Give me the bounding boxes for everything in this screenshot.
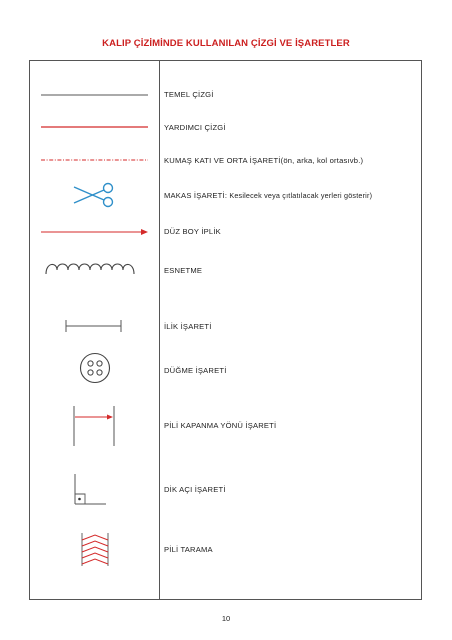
- row-label-duz-boy-iplik: DÜZ BOY İPLİK: [164, 227, 221, 236]
- row-label-makas-title: MAKAS İŞARETİ:: [164, 191, 228, 200]
- row-label-temel-cizgi: TEMEL ÇİZGİ: [164, 90, 214, 99]
- dash-dot-line-icon: [40, 155, 150, 165]
- row-label-makas: [164, 191, 372, 201]
- pleat-direction-icon: [70, 404, 120, 448]
- row-label-dik-aci: DİK AÇI İŞARETİ: [164, 485, 226, 494]
- buttonhole-icon: [62, 318, 126, 334]
- red-line-icon: [40, 122, 150, 132]
- arrow-line-icon: [40, 226, 150, 238]
- row-label-makas-note: Kesilecek veya çıtlatılacak yerleri gösterir): [227, 191, 373, 200]
- row-label-esnetme: ESNETME: [164, 266, 203, 275]
- row-label-dugme: DÜĞME İŞARETİ: [164, 366, 227, 375]
- pleat-hatch-icon: [78, 532, 112, 568]
- row-label-pili-kapanma: PİLİ KAPANMA YÖNÜ İŞARETİ: [164, 421, 277, 430]
- page-number: 10: [221, 614, 231, 623]
- row-label-kumas-kati: KUMAŞ KATI VE ORTA İŞARETİ(ön, arka, kol ortasıvb.): [164, 156, 364, 165]
- row-label-pili-tarama: PİLİ TARAMA: [164, 545, 213, 554]
- column-divider: [159, 60, 160, 600]
- button-icon: [79, 352, 111, 384]
- row-label-yardimci-cizgi: YARDIMCI ÇİZGİ: [164, 123, 226, 132]
- page-title: KALIP ÇİZİMİNDE KULLANILAN ÇİZGİ VE İŞARETLER: [102, 38, 350, 49]
- wave-line-icon: [44, 260, 140, 280]
- row-label-ilik: İLİK İŞARETİ: [164, 322, 212, 331]
- scissors-icon: [70, 180, 118, 210]
- solid-line-icon: [40, 90, 150, 100]
- right-angle-icon: [70, 472, 110, 508]
